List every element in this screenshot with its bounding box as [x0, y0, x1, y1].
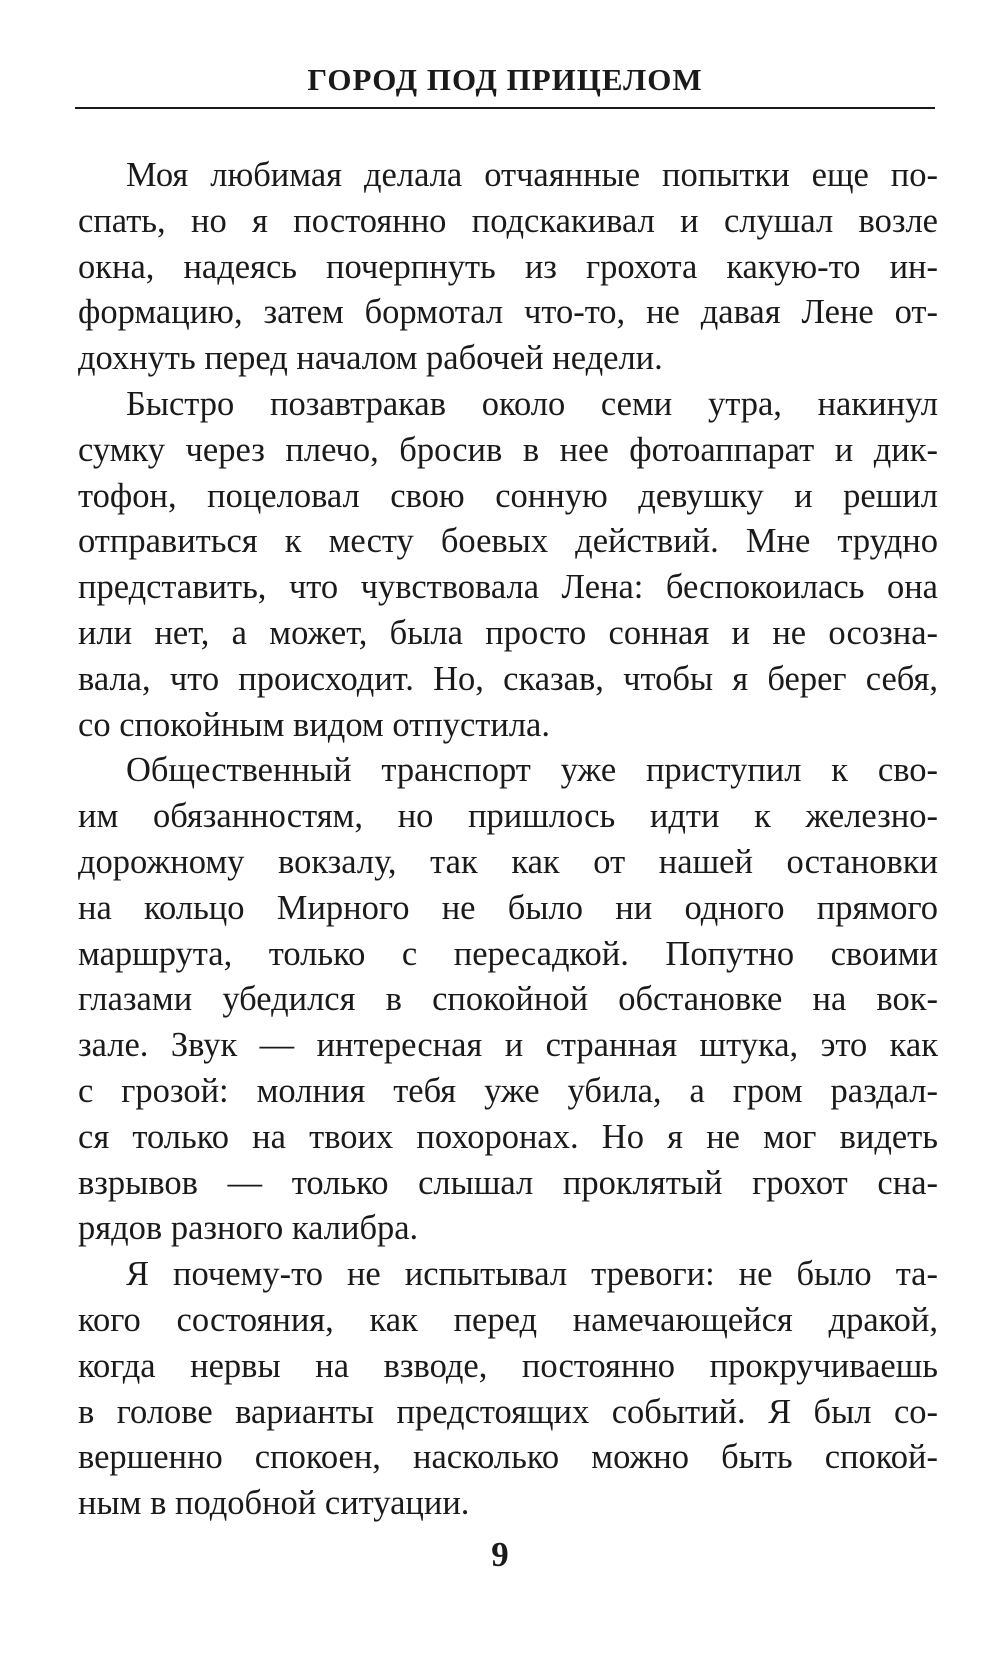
text-line: вала, что происходит. Но, сказав, чтобы я берег себя,: [78, 659, 938, 698]
body-text: [78, 153, 938, 1527]
paragraph: [78, 382, 938, 748]
text-line: Общественный транспорт уже приступил к сво-: [126, 751, 938, 790]
text-line: Я почему-то не испытывал тревоги: не было та-: [126, 1255, 938, 1294]
paragraph: [78, 1252, 938, 1527]
paragraph: [78, 748, 938, 1252]
text-line: когда нервы на взводе, постоянно прокручиваешь: [78, 1346, 938, 1385]
paragraph: [78, 153, 938, 382]
text-line: спать, но я постоянно подскакивал и слушал возле: [78, 201, 938, 240]
text-line: в голове варианты предстоящих событий. Я был со-: [78, 1392, 938, 1431]
text-line: рядов разного калибра.: [78, 1209, 419, 1248]
text-line: вершенно спокоен, насколько можно быть спокой-: [78, 1438, 938, 1477]
text-line: с грозой: молния тебя уже убила, а гром раздал-: [78, 1071, 938, 1110]
text-line: зале. Звук — интересная и странная штука, это как: [78, 1026, 938, 1065]
text-line: на кольцо Мирного не было ни одного прямого: [78, 888, 938, 927]
text-line: Быстро позавтракав около семи утра, накинул: [126, 384, 938, 423]
text-line: тофон, поцеловал свою сонную девушку и решил: [78, 476, 938, 515]
text-line: со спокойным видом отпустила.: [78, 705, 550, 744]
text-line: ным в подобной ситуации.: [78, 1484, 470, 1523]
text-line: Моя любимая делала отчаянные попытки еще по-: [126, 156, 938, 194]
header-rule: [75, 107, 935, 109]
text-line: маршрута, только с пересадкой. Попутно своими: [78, 934, 938, 973]
text-line: формацию, затем бормотал что-то, не давая Лене от-: [78, 293, 938, 332]
text-line: дохнуть перед началом рабочей недели.: [78, 339, 663, 378]
page-number: 9: [491, 1535, 509, 1574]
text-line: ся только на твоих похоронах. Но я не мог видеть: [78, 1117, 938, 1156]
text-line: глазами убедился в спокойной обстановке на вок-: [78, 980, 938, 1019]
text-line: или нет, а может, была просто сонная и не осозна-: [78, 613, 938, 652]
running-head: ГОРОД ПОД ПРИЦЕЛОМ: [307, 62, 703, 97]
text-line: окна, надеясь почерпнуть из грохота какую-то ин-: [78, 247, 938, 286]
text-line: сумку через плечо, бросив в нее фотоаппарат и дик-: [78, 430, 938, 469]
text-line: кого состояния, как перед намечающейся дракой,: [78, 1300, 938, 1339]
text-line: дорожному вокзалу, так как от нашей остановки: [78, 842, 938, 881]
text-line: отправиться к месту боевых действий. Мне трудно: [78, 522, 938, 561]
text-line: им обязанностям, но пришлось идти к железно-: [78, 797, 938, 836]
text-line: представить, что чувствовала Лена: беспокоилась она: [78, 568, 938, 607]
text-line: взрывов — только слышал проклятый грохот сна-: [78, 1163, 938, 1202]
